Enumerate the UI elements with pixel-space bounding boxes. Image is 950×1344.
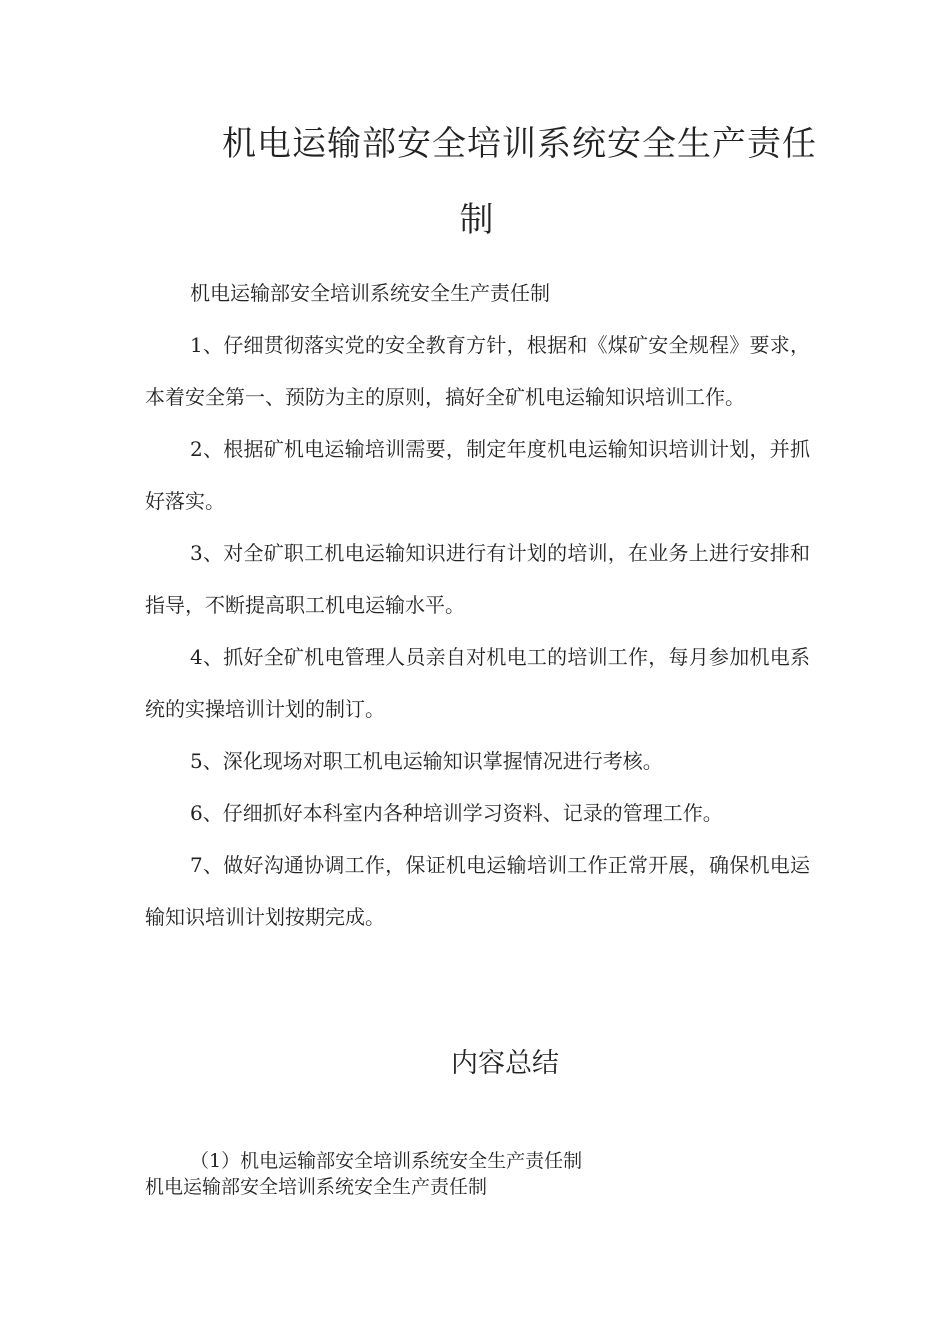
summary-line-2: 机电运输部安全培训系统安全生产责任制 [145,1176,488,1198]
document-body [145,267,810,943]
paragraph-7: 7、做好沟通协调工作，保证机电运输培训工作正常开展，确保机电运输知识培训计划按期完成。 [145,853,810,929]
summary-heading: 内容总结 [451,1048,559,1079]
paragraph-4: 4、抓好全矿机电管理人员亲自对机电工的培训工作，每月参加机电系统的实操培训计划的制订。 [145,645,810,721]
paragraph-6: 6、仔细抓好本科室内各种培训学习资料、记录的管理工作。 [190,801,723,825]
document-subtitle: 机电运输部安全培训系统安全生产责任制 [190,281,550,305]
document-title-line-2: 制 [459,200,495,240]
paragraph-2: 2、根据矿机电运输培训需要，制定年度机电运输知识培训计划，并抓好落实。 [145,437,810,513]
document-title-line-1: 机电运输部安全培训系统安全生产责任 [222,124,817,164]
paragraph-1: 1、仔细贯彻落实党的安全教育方针，根据和《煤矿安全规程》要求，本着安全第一、预防为主的原则，搞好全矿机电运输知识培训工作。 [145,333,810,409]
paragraph-5: 5、深化现场对职工机电运输知识掌握情况进行考核。 [190,749,663,773]
paragraph-3: 3、对全矿职工机电运输知识进行有计划的培训，在业务上进行安排和指导，不断提高职工机电运输水平。 [145,541,810,617]
summary-line-1: （1）机电运输部安全培训系统安全生产责任制 [190,1150,583,1172]
